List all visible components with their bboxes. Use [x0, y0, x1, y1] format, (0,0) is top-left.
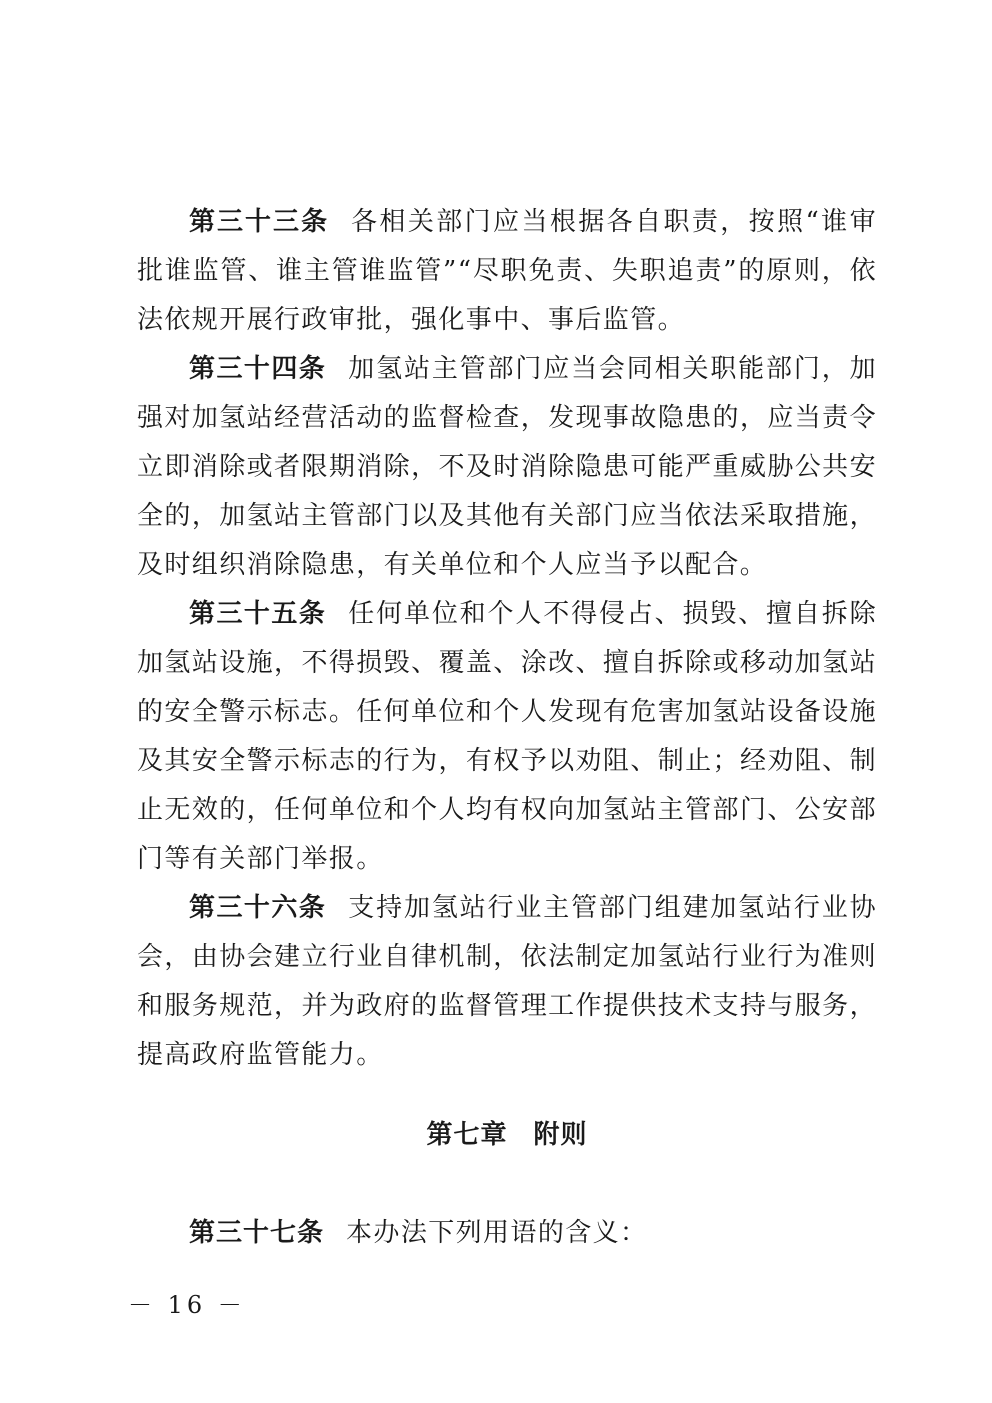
article-37 [137, 1209, 877, 1258]
article-33-heading: 第三十三条 [189, 207, 330, 237]
chapter-number: 第七章 [426, 1120, 508, 1150]
chapter-title: 附则 [533, 1120, 588, 1150]
page-number: － 16 － [128, 1291, 246, 1319]
article-36-heading: 第三十六条 [189, 893, 327, 923]
article-37-text: 本办法下列用语的含义： [346, 1218, 648, 1248]
article-36 [137, 884, 877, 1080]
article-36-text: 支持加氢站行业主管部门组建加氢站行业协会，由协会建立行业自律机制，依法制定加氢站行业行为准则和服务规范，并为政府的监督管理工作提供技术支持与服务，提高政府监管能力。 [137, 893, 877, 1070]
article-35-text: 任何单位和个人不得侵占、损毁、擅自拆除加氢站设施，不得损毁、覆盖、涂改、擅自拆除或移动加氢站的安全警示标志。任何单位和个人发现有危害加氢站设备设施及其安全警示标志的行为，有权予以劝阻、制止；经劝阻、制止无效的，任何单位和个人均有权向加氢站主管部门、公安部门等有关部门举报。 [137, 599, 877, 874]
article-37-heading: 第三十七条 [189, 1218, 325, 1248]
article-33-text: 各相关部门应当根据各自职责，按照“谁审批谁监管、谁主管谁监管”“尽职免责、失职追责”的原则，依法依规开展行政审批，强化事中、事后监管。 [137, 207, 877, 335]
article-34-heading: 第三十四条 [189, 354, 327, 384]
article-35 [137, 590, 877, 884]
article-34 [137, 345, 877, 590]
article-35-heading: 第三十五条 [189, 599, 327, 629]
article-33 [137, 198, 877, 345]
document-body [137, 198, 877, 1258]
chapter-heading [137, 1111, 877, 1160]
article-34-text: 加氢站主管部门应当会同相关职能部门，加强对加氢站经营活动的监督检查，发现事故隐患的，应当责令立即消除或者限期消除，不及时消除隐患可能严重威胁公共安全的，加氢站主管部门以及其他有关部门应当依法采取措施，及时组织消除隐患，有关单位和个人应当予以配合。 [137, 354, 877, 580]
